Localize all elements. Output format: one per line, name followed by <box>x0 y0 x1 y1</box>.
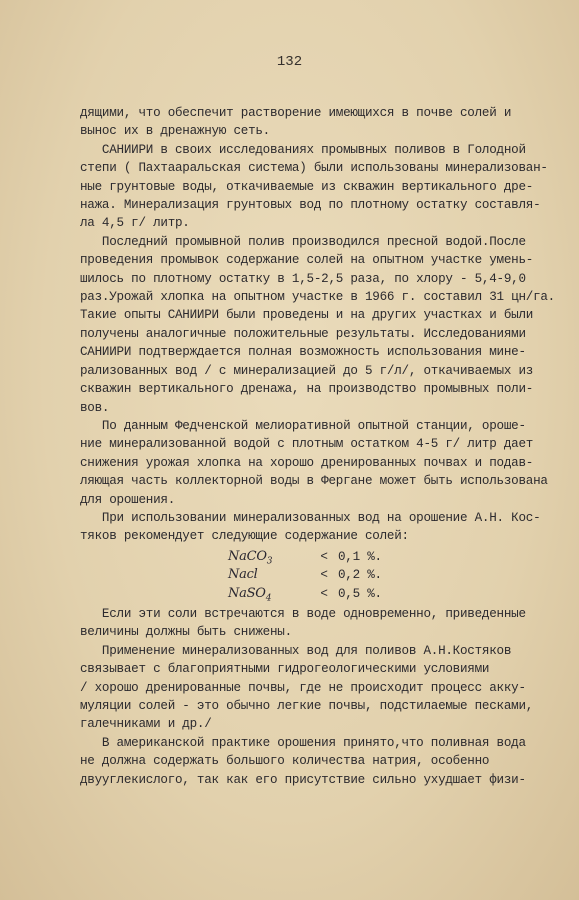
text-block-before-table <box>80 104 555 546</box>
salt-formula-base: NaSO <box>228 585 266 601</box>
salt-formula-subscript: 3 <box>266 556 273 567</box>
document-body <box>80 104 555 789</box>
text-line: вынос их в дренажную сеть. <box>80 124 270 139</box>
text-line: рализованных вод / с минерализацией до 5 г/л/, откачиваемых из <box>80 363 534 378</box>
text-line: для орошения. <box>80 492 175 507</box>
salt-comparison: < <box>320 586 328 601</box>
salt-row <box>80 548 550 566</box>
text-line: ла 4,5 г/ литр. <box>80 216 190 231</box>
text-line: двууглекислого, так как его присутствие сильно ухудшает физи- <box>80 772 526 787</box>
text-line: связывает с благоприятными гидрогеологическими условиями <box>80 662 490 677</box>
text-line: проведения промывок содержание солей на опытном участке умень- <box>80 253 534 268</box>
text-line: Такие опыты САНИИРИ были проведены и на других участках и были <box>80 308 534 323</box>
text-line: САНИИРИ подтверждается полная возможность использования мине- <box>80 345 526 360</box>
text-line: САНИИРИ в своих исследованиях промывных поливов в Голодной <box>80 142 526 157</box>
salt-limit-value: 0,5 %. <box>338 586 382 601</box>
salt-comparison: < <box>320 568 328 583</box>
text-line: ние минерализованной водой с плотным остатком 4-5 г/ литр дает <box>80 437 534 452</box>
salt-limit-value: 0,1 %. <box>338 549 382 564</box>
salt-row <box>80 585 550 603</box>
salt-comparison: < <box>320 549 328 564</box>
text-line: Применение минерализованных вод для поливов А.Н.Костяков <box>80 643 512 658</box>
text-line: степи ( Пахтааральская система) были использованы минерализован- <box>80 161 548 176</box>
text-line: По данным Федченской мелиоративной опытной станции, ороше- <box>80 418 526 433</box>
text-line: ляющая часть коллекторной воды в Фергане может быть использована <box>80 474 548 489</box>
text-line: муляции солей - это обычно легкие почвы, подстилаемые песками, <box>80 698 534 713</box>
text-line: Последний промывной полив производился пресной водой.После <box>80 234 526 249</box>
salt-formula <box>228 585 310 603</box>
text-line: шилось по плотному остатку в 1,5-2,5 раза, по хлору - 5,4-9,0 <box>80 271 526 286</box>
salt-limits-table <box>80 548 550 603</box>
salt-formula-subscript: 4 <box>265 593 272 604</box>
text-line: величины должны быть снижены. <box>80 625 292 640</box>
salt-row <box>80 566 550 584</box>
text-line: галечниками и др./ <box>80 717 212 732</box>
text-line: В американской практике орошения принято,что поливная вода <box>80 735 526 750</box>
text-line: не должна содержать большого количества натрия, особенно <box>80 754 490 769</box>
text-line: снижения урожая хлопка на хорошо дренированных почвах и подав- <box>80 455 534 470</box>
text-line: Если эти соли встречаются в воде одновременно, приведенные <box>80 606 526 621</box>
text-line: раз.Урожай хлопка на опытном участке в 1966 г. составил 31 цн/га. <box>80 290 555 305</box>
page-number: 132 <box>276 54 303 70</box>
salt-limit-value: 0,2 %. <box>338 568 382 583</box>
salt-formula-base: Nacl <box>228 567 258 583</box>
text-line: дящими, что обеспечит растворение имеющихся в почве солей и <box>80 106 512 120</box>
text-line: / хорошо дренированные почвы, где не происходит процесс акку- <box>80 680 526 695</box>
text-line: При использовании минерализованных вод на орошение А.Н. Кос- <box>80 510 541 525</box>
salt-formula-base: NaCO <box>228 548 267 564</box>
text-line: скважин вертикального дренажа, на производство промывных поли- <box>80 382 534 397</box>
salt-formula <box>228 548 310 566</box>
text-line: нажа. Минерализация грунтовых вод по плотному остатку составля- <box>80 198 541 213</box>
text-block-after-table <box>80 605 550 789</box>
text-line: тяков рекомендует следующие содержание солей: <box>80 529 409 544</box>
text-line: ные грунтовые воды, откачиваемые из скважин вертикального дре- <box>80 179 534 194</box>
salt-formula <box>228 566 310 584</box>
text-line: получены аналогичные положительные результаты. Исследованиями <box>80 326 526 341</box>
text-line: вов. <box>80 400 110 415</box>
